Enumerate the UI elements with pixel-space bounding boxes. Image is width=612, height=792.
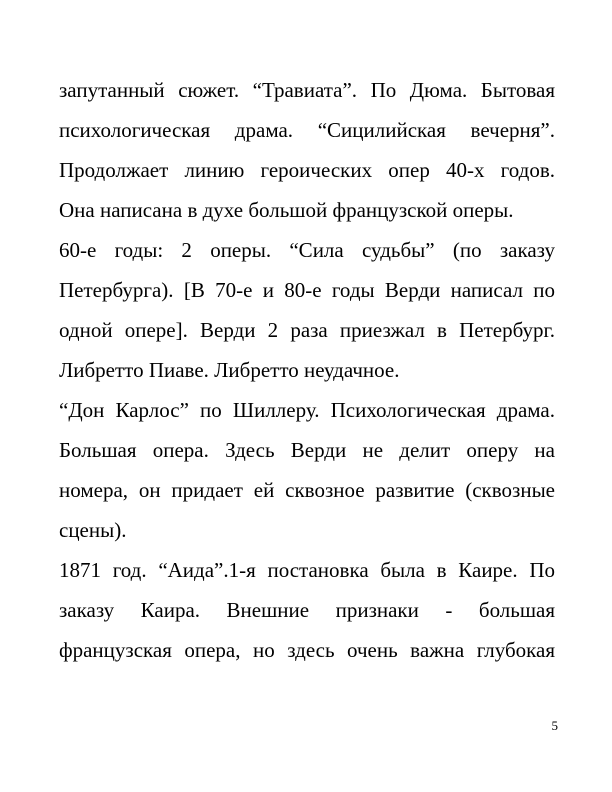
text-line: психологическая драма. “Сицилийская вечерня”. — [59, 118, 555, 142]
text-line: Продолжает линию героических опер 40-х годов. — [59, 158, 555, 182]
text-line: сцены). — [59, 518, 127, 542]
text-line: “Дон Карлос” по Шиллеру. Психологическая драма. — [59, 398, 555, 422]
text-line: французская опера, но здесь очень важна глубокая — [59, 638, 555, 662]
text-line: заказу Каира. Внешние признаки - большая — [59, 598, 555, 622]
text-line: запутанный сюжет. “Травиата”. По Дюма. Бытовая — [59, 78, 555, 102]
text-line: Она написана в духе большой французской оперы. — [59, 198, 514, 222]
text-line: одной опере]. Верди 2 раза приезжал в Петербург. — [59, 318, 555, 342]
text-line: 1871 год. “Аида”.1-я постановка была в Каире. По — [59, 558, 555, 582]
text-line: номера, он придает ей сквозное развитие (сквозные — [59, 478, 555, 502]
text-line: Петербурга). [В 70-е и 80-е годы Верди написал по — [59, 278, 555, 302]
text-line: Большая опера. Здесь Верди не делит оперу на — [59, 438, 555, 462]
text-line: Либретто Пиаве. Либретто неудачное. — [59, 358, 400, 382]
text-line: 60-е годы: 2 оперы. “Сила судьбы” (по заказу — [59, 238, 555, 262]
page-number: 5 — [551, 718, 558, 733]
